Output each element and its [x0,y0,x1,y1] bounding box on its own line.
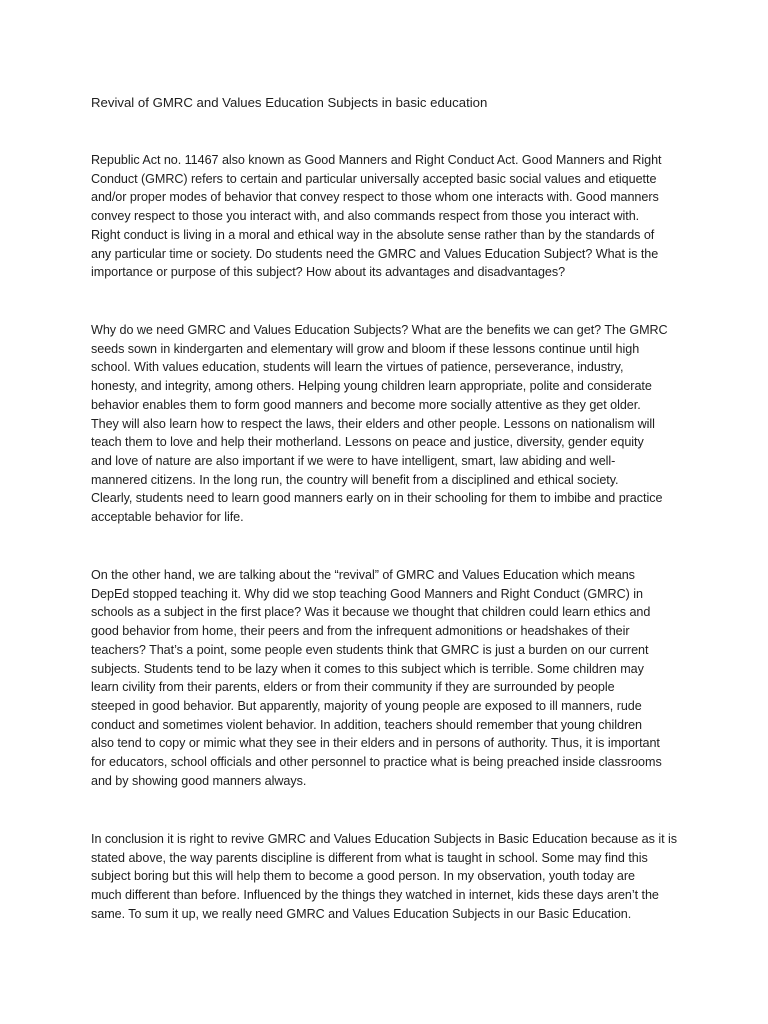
text-line: acceptable behavior for life. [91,510,244,525]
text-line: behavior enables them to form good manners and become more socially attentive as they get older. [91,397,641,412]
paragraph-republic-act [91,151,683,282]
text-line: good behavior from home, their peers and from the infrequent admonitions or headshakes of their [91,624,630,639]
paragraph-why-needed [91,321,683,527]
text-line: learn civility from their parents, elders or from their community if they are surrounded by people [91,680,615,695]
text-line: conduct and sometimes violent behavior. In addition, teachers should remember that young children [91,717,642,732]
text-line: Republic Act no. 11467 also known as Good Manners and Right Conduct Act. Good Manners and Right [91,153,662,167]
text-line: Why do we need GMRC and Values Education Subjects? What are the benefits we can get? The GMRC [91,323,668,337]
text-line: school. With values education, students will learn the virtues of patience, perseverance, industry, [91,360,624,375]
text-line: Conduct (GMRC) refers to certain and particular universally accepted basic social values and etiquette [91,171,657,186]
document-title: Revival of GMRC and Values Education Subjects in basic education [91,95,488,110]
text-line: and love of nature are also important if we were to have intelligent, smart, law abiding and well- [91,453,616,468]
text-line: schools as a subject in the first place? Was it because we thought that children could learn ethics and [91,605,651,620]
text-line: steeped in good behavior. But apparently, majority of young people are exposed to ill manners, rude [91,698,642,713]
text-line: subject boring but this will help them to become a good person. In my observation, youth today are [91,869,635,884]
text-line: and by showing good manners always. [91,773,307,788]
text-line: seeds sown in kindergarten and elementary will grow and bloom if these lessons continue until high [91,341,640,356]
text-line: subjects. Students tend to be lazy when it comes to this subject which is terrible. Some children may [91,661,644,676]
text-line: mannered citizens. In the long run, the country will benefit from a disciplined and ethical society. [91,472,619,487]
paragraph-conclusion [91,830,683,924]
text-line: and/or proper modes of behavior that convey respect to those whom one interacts with. Good manners [91,190,659,205]
text-line: In conclusion it is right to revive GMRC and Values Education Subjects in Basic Education because as it is [91,832,677,846]
text-line: honesty, and integrity, among others. Helping young children learn appropriate, polite and considerate [91,379,652,394]
text-line: They will also learn how to respect the laws, their elders and other people. Lessons on nationalism will [91,416,655,431]
text-line: importance or purpose of this subject? How about its advantages and disadvantages? [91,265,566,280]
paragraph-revival [91,566,683,790]
text-line: any particular time or society. Do students need the GMRC and Values Education Subject? What is the [91,246,659,261]
text-line: DepEd stopped teaching it. Why did we stop teaching Good Manners and Right Conduct (GMRC) in [91,586,643,601]
text-line: convey respect to those you interact with, and also commands respect from those you interact with. [91,209,640,224]
text-line: for educators, school officials and other personnel to practice what is being preached inside classrooms [91,755,662,770]
text-line: teachers? That’s a point, some people even students think that GMRC is just a burden on our current [91,642,649,657]
text-line: stated above, the way parents discipline is different from what is taught in school. Some may find this [91,850,648,865]
text-line: Clearly, students need to learn good manners early on in their schooling for them to imbibe and practice [91,491,663,506]
text-line: also tend to copy or mimic what they see in their elders and in persons of authority. Thus, it is important [91,736,660,751]
text-line: much different than before. Influenced by the things they watched in internet, kids these days aren’t the [91,888,659,903]
text-line: On the other hand, we are talking about the “revival” of GMRC and Values Education which means [91,568,635,582]
text-line: same. To sum it up, we really need GMRC and Values Education Subjects in our Basic Education. [91,906,632,921]
text-line: teach them to love and help their motherland. Lessons on peace and justice, diversity, gender equity [91,435,644,450]
text-line: Right conduct is living in a moral and ethical way in the absolute sense rather than by the standards of [91,227,655,242]
